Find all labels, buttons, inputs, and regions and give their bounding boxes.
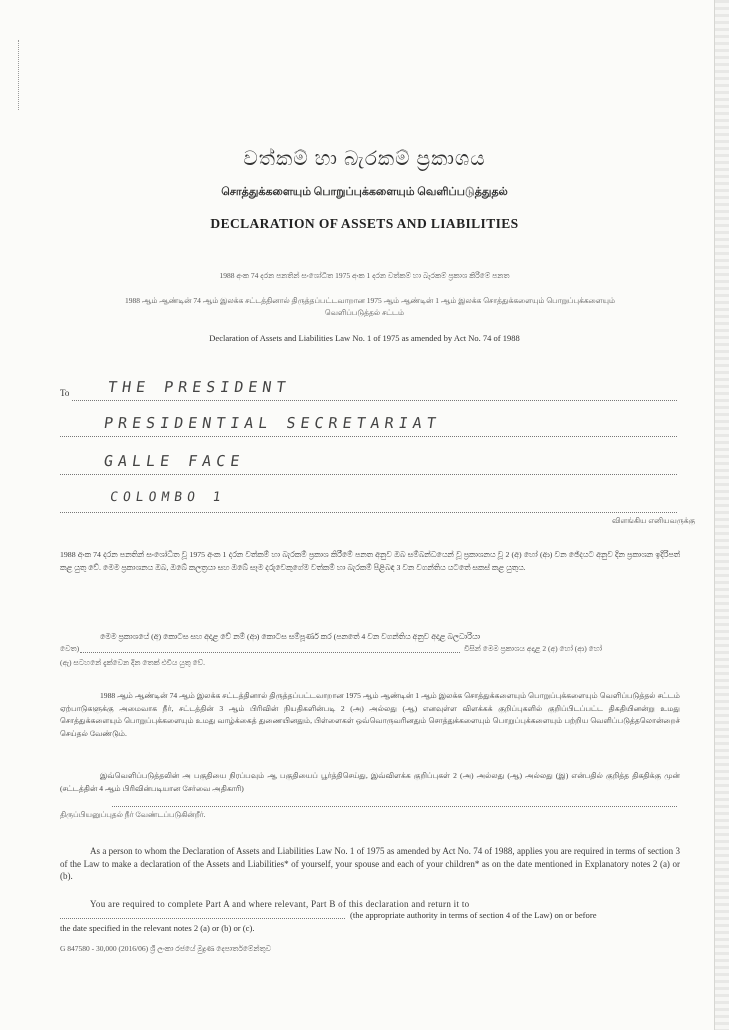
to-label: To (60, 388, 70, 398)
tamil-paragraph-2-end: திருப்பியனுப்புதல் நீர் வேண்டப்படுகின்றீர். (60, 810, 206, 819)
sinhala-paragraph-2-line2: වෙත) (60, 644, 80, 653)
address-line-4[interactable]: COLOMBO 1 (108, 490, 227, 505)
address-line-1[interactable]: THE PRESIDENT (106, 378, 292, 396)
sinhala-paragraph-2-line3: විසින් මෙම ප්‍රකාශය අදාළ 2 (අ) හෝ (ආ) හෝ (464, 644, 603, 653)
english-paragraph-1: As a person to whom the Declaration of Assets and Liabilities Law No. 1 of 1975 as amended by Act No. 74 of 1988, applies you are required in terms of section 3 of the Law to make a declaration of the Assets and Liabilities* of yourself, your spouse and each of your children* as on the date mentioned in Explanatory notes 2 (a) or (b). (60, 846, 680, 881)
address-line-3-rule (60, 474, 677, 475)
english-paragraph-2-c: the date specified in the relevant notes 2 (a) or (b) or (c). (60, 923, 255, 933)
authority-blank-english[interactable] (60, 918, 345, 919)
address-line-2[interactable]: PRESIDENTIAL SECRETARIAT (102, 414, 443, 432)
tamil-paragraph-2: இவ்வெளிப்படுத்தலின் அ பகுதியை நிரப்பவும் ஆ பகுதியைப் பூர்த்திசெய்து, இவ்விளக்க குறிப்புகள் 2 (அ) அல்லது (ஆ) அல்லது (இ) என்பதில் குறித்த திகதிக்கு முன் (சட்டத்தின் 4 ஆம் பிரிவின்படியான சேர்வை அதிகாரி) (60, 771, 680, 793)
english-paragraph-2-a: You are required to complete Part A and where relevant, Part B of this declaration and return it to (90, 899, 470, 909)
english-title: DECLARATION OF ASSETS AND LIABILITIES (210, 216, 519, 231)
sinhala-paragraph: 1988 අංක 74 දරන පනතින් සංශෝධිත වූ 1975 අංක 1 දරන වත්කම් හා බැරකම් ප්‍රකාශ කිරීමේ පනත අනුව ඔබ සම්බන්ධයෙන් වූ ප්‍රකාශනය වූ 2 (අ) හෝ (ආ) වන ඡේදයට අනුව දින ප්‍රකාශන ඉදිරිපත් කළ යුතු වේ. මෙම ප්‍රකාශනය ඔබ, ඔබේ කලත්‍රයා සහ ඔබේ සෑම දරුවෙකුගේම වත්කම් හා බැරකම් පිළිබඳ 3 වන වගන්තිය යටතේ සකස් කළ යුතුය. (60, 550, 680, 572)
address-line-3[interactable]: GALLE FACE (102, 452, 246, 470)
address-line-4-rule (60, 512, 677, 513)
english-paragraph-2-b: (the appropriate authority in terms of section 4 of the Law) on or before (350, 910, 597, 920)
authority-blank-tamil[interactable] (112, 806, 677, 807)
address-line-2-rule (60, 436, 677, 437)
punch-mark (18, 40, 21, 110)
address-line-1-rule (72, 400, 677, 401)
tamil-paragraph-1: 1988 ஆம் ஆண்டின் 74 ஆம் இலக்க சட்டத்தினால் திருத்தப்பட்டவாறான 1975 ஆம் ஆண்டின் 1 ஆம் இலக்க சொத்துக்களையும் பொறுப்புக்களையும் வெளிப்படுத்தல் சட்டம் ஏற்பாடுகளுக்கு அமைவாக நீர், சட்டத்தின் 3 ஆம் பிரிவின் நியதிகளின்படி 2 (அ) அல்லது (ஆ) எனவுள்ள விளக்கக் குறிப்புகளில் குறிப்பிடப்பட்ட திகதியினன்று உமது சொத்துக்களையும் பொறுப்புக்களையும் உமது வாழ்க்கைத் துணையினதும், பிள்ளைகள் ஒவ்வொருவரினதும் சொத்துக்களையும் பொறுப்புக்களையும் பற்றிய வெளிப்படுத்தலொன்றைச் செய்தல் வேண்டும். (60, 691, 680, 738)
law-ref-tamil-line1: 1988 ஆம் ஆண்டின் 74 ஆம் இலக்க சட்டத்தினால் திருத்தப்பட்டவாறான 1975 ஆம் ஆண்டின் 1 ஆம் இலக்க சொத்துக்களையும் பொறுப்புக்களையும் (124, 296, 616, 305)
printer-imprint: G 847580 - 30,000 (2016/06) ශ්‍රී ලංකා රජයේ මුද්‍රණ දෙපාර්තමේන්තුව (60, 944, 271, 953)
law-ref-english: Declaration of Assets and Liabilities Law No. 1 of 1975 as amended by Act No. 74 of 1988 (209, 333, 520, 343)
authority-blank-sinhala[interactable] (80, 652, 460, 653)
law-ref-sinhala: 1988 අංක 74 දරන පනතින් සංශෝධිත 1975 අංක 1 දරන වත්කම් හා බැරකම් ප්‍රකාශ කිරීමේ පනත (219, 271, 510, 280)
address-suffix-tamil: விளங்கிய எனியவருக்கு (612, 516, 696, 525)
law-ref-tamil-line2: வெளிப்படுத்தல் சட்டம் (324, 308, 405, 317)
tamil-title: சொத்துக்களையும் பொறுப்புக்களையும் வெளிப்படுத்துதல் (221, 186, 508, 198)
sinhala-paragraph-2-line1: මෙම ප්‍රකාශයේ (අ) කොටස සහ අදාළ වේ නම් (ආ) කොටස සම්පූර්ණ කර (පනතේ 4 වන වගන්තිය අනුව අදාළ බලධාරියා (100, 632, 481, 641)
sinhala-title: වත්කම් හා බැරකම් ප්‍රකාශය (243, 148, 486, 170)
sinhala-paragraph-2-line4: (ඇ) සටහනේ දැක්වෙන දින තෙක් එවිය යුතු වේ. (60, 658, 205, 667)
